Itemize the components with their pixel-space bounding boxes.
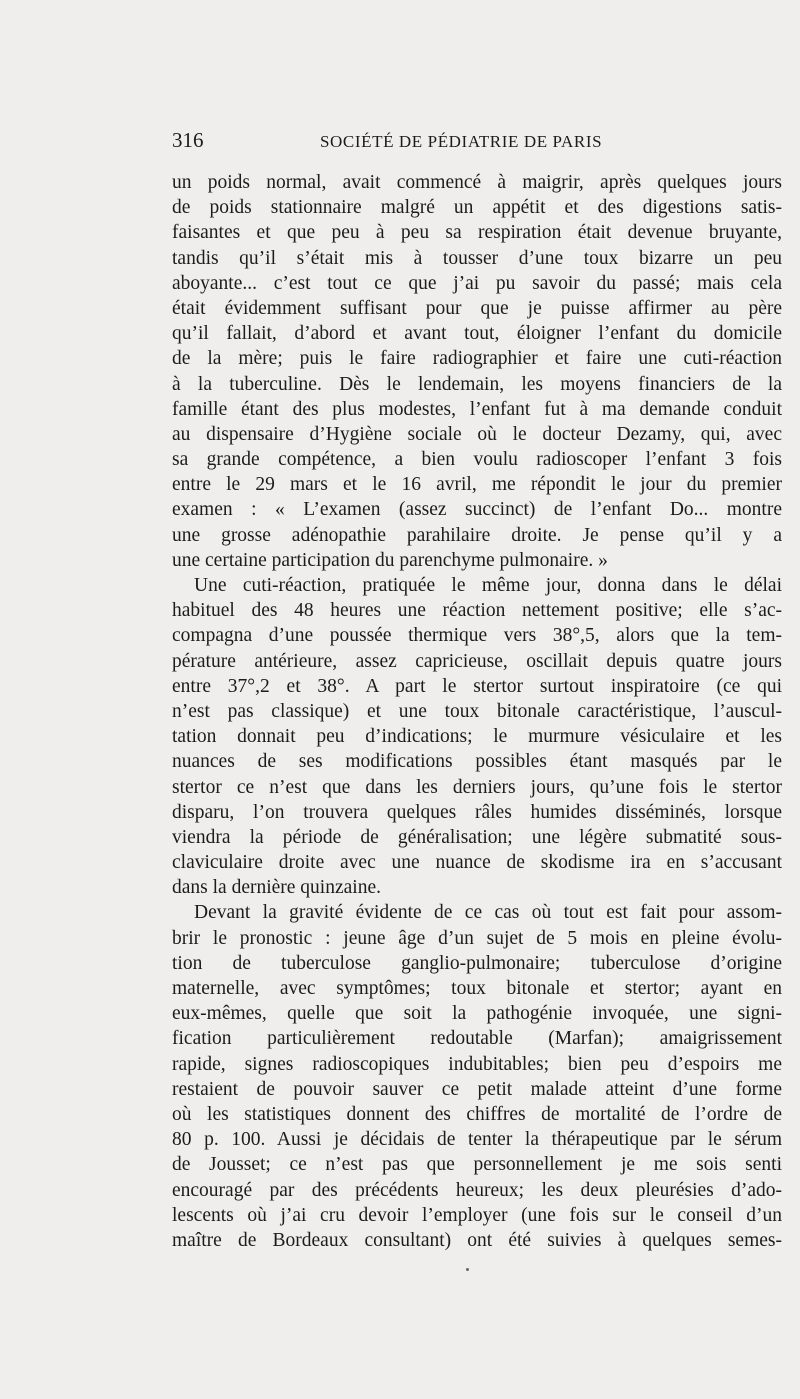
text-line: tation donnait peu d’indications; le murmure vésiculaire et les (172, 726, 782, 748)
page-number: 316 (172, 128, 204, 152)
text-line: pérature antérieure, assez capricieuse, oscillait depuis quatre jours (172, 650, 782, 672)
text-line: une grosse adénopathie parahilaire droite. Je pense qu’il y a (172, 524, 782, 546)
text-line: habituel des 48 heures une réaction nettement positive; elle s’ac- (172, 600, 782, 622)
text-line: disparu, l’on trouvera quelques râles humides disséminés, lorsque (172, 801, 782, 823)
text-line: examen : « L’examen (assez succinct) de l’enfant Do... montre (172, 499, 782, 521)
text-line: nuances de ses modifications possibles étant masqués par le (172, 751, 782, 773)
text-line: maternelle, avec symptômes; toux bitonale et stertor; ayant en (172, 978, 782, 999)
text-line: faisantes et que peu à peu sa respiration était devenue bruyante, (172, 222, 782, 244)
text-line: était évidemment suffisant pour que je puisse affirmer au père (172, 297, 782, 319)
text-line: rapide, signes radioscopiques indubitables; bien peu d’espoirs me (172, 1053, 782, 1075)
text-line: lescents où j’ai cru devoir l’employer (une fois sur le conseil d’un (172, 1204, 782, 1226)
text-line: qu’il fallait, d’abord et avant tout, éloigner l’enfant du domicile (172, 323, 782, 345)
text-line: viendra la période de généralisation; une légère submatité sous- (172, 826, 782, 848)
text-line: Une cuti-réaction, pratiquée le même jour, donna dans le délai (194, 575, 782, 596)
text-line: au dispensaire d’Hygiène sociale où le docteur Dezamy, qui, avec (172, 423, 782, 445)
text-line: à la tuberculine. Dès le lendemain, les moyens financiers de la (172, 373, 782, 395)
text-line: de la mère; puis le faire radiographier et faire une cuti-réaction (172, 348, 782, 370)
text-line: brir le pronostic : jeune âge d’un sujet de 5 mois en pleine évolu- (172, 927, 782, 949)
text-line: encouragé par des précédents heureux; les deux pleurésies d’ado- (172, 1179, 782, 1201)
text-line: eux-mêmes, quelle que soit la pathogénie invoquée, une signi- (172, 1003, 782, 1025)
text-line: dans la dernière quinzaine. (172, 877, 381, 899)
text-line: de Jousset; ce n’est pas que personnellement je me sois senti (172, 1154, 782, 1176)
text-line: entre 37°,2 et 38°. A part le stertor surtout inspiratoire (ce qui (172, 675, 782, 697)
text-line: tion de tuberculose ganglio-pulmonaire; tuberculose d’origine (172, 952, 782, 974)
text-line: famille étant des plus modestes, l’enfant fut à ma demande conduit (172, 398, 782, 420)
text-line: fication particulièrement redoutable (Marfan); amaigrissement (172, 1028, 782, 1050)
ink-speck (466, 1268, 469, 1271)
text-line: maître de Bordeaux consultant) ont été suivies à quelques semes- (172, 1229, 782, 1251)
text-line: compagna d’une poussée thermique vers 38°,5, alors que la tem- (172, 625, 782, 647)
text-line: une certaine participation du parenchyme pulmonaire. » (172, 549, 608, 571)
page-header (172, 128, 627, 156)
text-line: entre le 29 mars et le 16 avril, me répondit le jour du premier (172, 474, 782, 496)
text-line: n’est pas classique) et une toux bitonale caractéristique, l’auscul- (172, 700, 782, 722)
text-line: Devant la gravité évidente de ce cas où tout est fait pour assom- (194, 902, 782, 924)
text-line: un poids normal, avait commencé à maigrir, après quelques jours (172, 172, 782, 193)
text-line: sa grande compétence, a bien voulu radioscoper l’enfant 3 fois (172, 449, 782, 471)
running-head: SOCIÉTÉ DE PÉDIATRIE DE PARIS (320, 132, 603, 151)
text-line: aboyante... c’est tout ce que j’ai pu savoir du passé; mais cela (172, 272, 782, 294)
text-line: 80 p. 100. Aussi je décidais de tenter la thérapeutique par le sérum (172, 1129, 782, 1151)
body-text (172, 170, 782, 1253)
text-line: de poids stationnaire malgré un appétit et des digestions satis- (172, 197, 782, 219)
text-line: stertor ce n’est que dans les derniers jours, qu’une fois le stertor (172, 776, 782, 798)
text-line: restaient de pouvoir sauver ce petit malade atteint d’une forme (172, 1078, 782, 1100)
text-line: où les statistiques donnent des chiffres de mortalité de l’ordre de (172, 1103, 782, 1125)
text-line: claviculaire droite avec une nuance de skodisme ira en s’accusant (172, 852, 782, 874)
text-line: tandis qu’il s’était mis à tousser d’une toux bizarre un peu (172, 247, 782, 269)
